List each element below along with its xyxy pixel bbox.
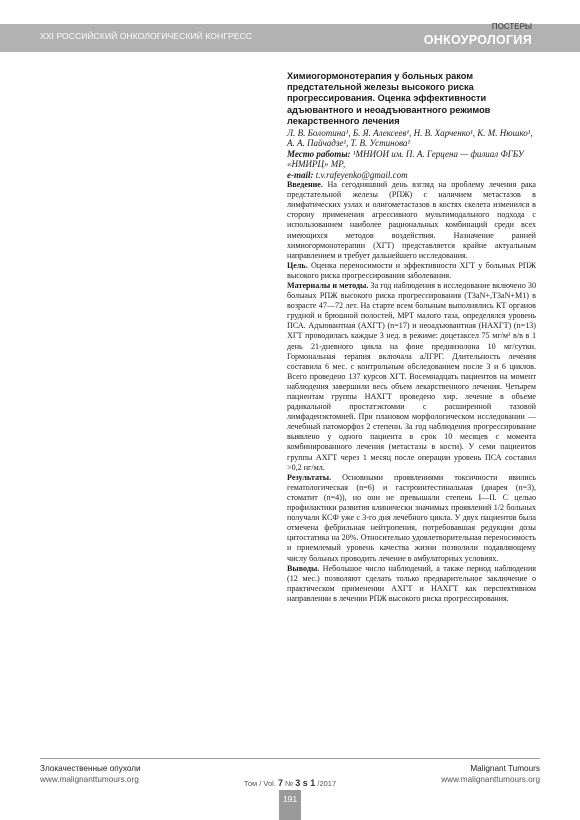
issue-number: 3 s 1 — [295, 778, 316, 788]
volume-number: 7 — [278, 778, 284, 788]
conclusions-paragraph — [287, 564, 536, 604]
email — [287, 170, 536, 180]
article — [287, 71, 536, 604]
email-label: e-mail: — [287, 169, 314, 180]
journal-url-right[interactable]: www.malignanttumours.org — [441, 775, 540, 784]
methods-paragraph — [287, 281, 536, 473]
article-title: Химиогормонотерапия у больных раком предстательной железы высокого риска прогрессирования. Оценка эффективности адъювантного и неоадъювантного режимов лекарственного лечения — [287, 71, 491, 126]
journal-url-left[interactable]: www.malignanttumours.org — [40, 775, 139, 784]
article-authors: Л. В. Болотина¹, Б. Я. Алексеев¹, Н. В. Харченко¹, К. М. Нюшко¹, А. А. Пайчадзе¹, Т. В. Устинова¹ — [287, 128, 533, 149]
volume-prefix: Том / Vol. — [243, 779, 279, 788]
results-text: Основными проявлениями токсичности явились гематологическая (n=6) и гастроинтестинальная (диарея (n=3), стоматит (n=4)), но они не превышали степень I—II. С целью профилактики развития клинически значимых проявлений 1/2 больных получали КСФ уже с 3-го дня лечебного цикла. У двух пациентов была отмечена фебрильная нейтропения, потребовавшая редукции дозы цитостатика на 20%. Относительно удовлетворительная переносимость и приемлемый уровень качества жизни позволили подавляющему числу больных проводить лечение в амбулаторных условиях. — [287, 472, 536, 563]
footer-divider — [40, 758, 540, 759]
journal-title-ru: Злокачественные опухоли — [40, 764, 141, 773]
goal-label: Цель. — [287, 260, 308, 270]
page-number: 191 — [282, 794, 298, 804]
results-paragraph — [287, 473, 536, 564]
workplace — [287, 149, 536, 170]
workplace-text: ¹МНИОИ им. П. А. Герцена — филиал ФГБУ «НМИРЦ» МР, — [287, 148, 524, 170]
intro-paragraph — [287, 180, 536, 261]
conclusions-text: Небольшое число наблюдений, а также период наблюдения (12 мес.) позволяют сделать только предварительное заключение о практическом применении АХГТ и НАХГТ как перспективном направлении в лечении РПЖ высокого риска прогрессирования. — [287, 563, 536, 603]
congress-title: XXI РОССИЙСКИЙ ОНКОЛОГИЧЕСКИЙ КОНГРЕСС — [40, 31, 252, 41]
journal-title-en: Malignant Tumours — [470, 764, 540, 773]
workplace-label: Место работы: — [287, 148, 351, 159]
methods-text: За год наблюдения в исследование включено 30 больных РПЖ высокого риска прогрессирования (T3aN+,T3aN+M1) в возрасте 47—72 лет. На старте всем больным выполнялись КТ органов грудной и брюшной полостей, МРТ малого таза, определялся уровень ПСА. Адъювантная (АХГТ) (n=17) и неоадъювантная (НАХГТ) (n=13) ХГТ проводилась каждые 3 нед. в режиме: доцетаксел 75 мг/м² в/в в 1 день 21-дневного цикла на фоне преднизолона 10 мг/сутки. Гормональная терапия включала аЛГРГ. Длительность лечения составила 6 мес. с контрольным обследованием после 3 и 6 циклов. Всего проведено 137 курсов ХГТ. Восемнадцать пациентов на момент наблюдения завершили весь объем лекарственного лечения. Четырем пациентам группы НАХГТ проведено хир. лечение в объеме радикальной простатэктомии с расширенной тазовой лимфаденэктомией. При плановом морфологическом исследовании — лечебный патоморфоз 2 степени. За год наблюдения прогрессирование выявлено у одного пациента в срок 10 месяцев с момента комбинированного лечения (метастазы в кости). У семи пациентов группы АХГТ через 1 месяц после операции уровень ПСА составил >0,2 нг/мл. — [287, 280, 537, 472]
goal-text: Оценка переносимости и эффективности ХГТ у больных РПЖ высокого риска прогрессирования заболевания. — [287, 260, 536, 280]
issue-prefix: № — [283, 779, 296, 788]
conclusions-label: Выводы. — [287, 563, 320, 573]
volume-info — [0, 778, 580, 788]
year: /2017 — [315, 779, 337, 788]
email-address[interactable]: t.v.rafeyenko@gmail.com — [313, 169, 408, 180]
methods-label: Материалы и методы. — [287, 280, 369, 290]
intro-label: Введение. — [287, 180, 323, 190]
results-label: Результаты. — [287, 472, 332, 482]
goal-paragraph — [287, 261, 536, 281]
section-title: ОНКОУРОЛОГИЯ — [423, 33, 532, 47]
section-label: ПОСТЕРЫ — [491, 22, 532, 31]
intro-text: На сегодняшний день взгляд на проблему лечения рака предстательной железы (РПЖ) с наличием метастазов в лимфатических узлах и олигометастазов в костях скелета изменился в сторону применения агрессивного мультимодального подхода с использованием наиболее рациональных комбинаций среди всех имеющихся методов воздействия. Назначение ранней химиогормонотерапии (ХГТ) представляется крайне актуальным направлением и требует дальнейшего исследования. — [287, 180, 536, 260]
